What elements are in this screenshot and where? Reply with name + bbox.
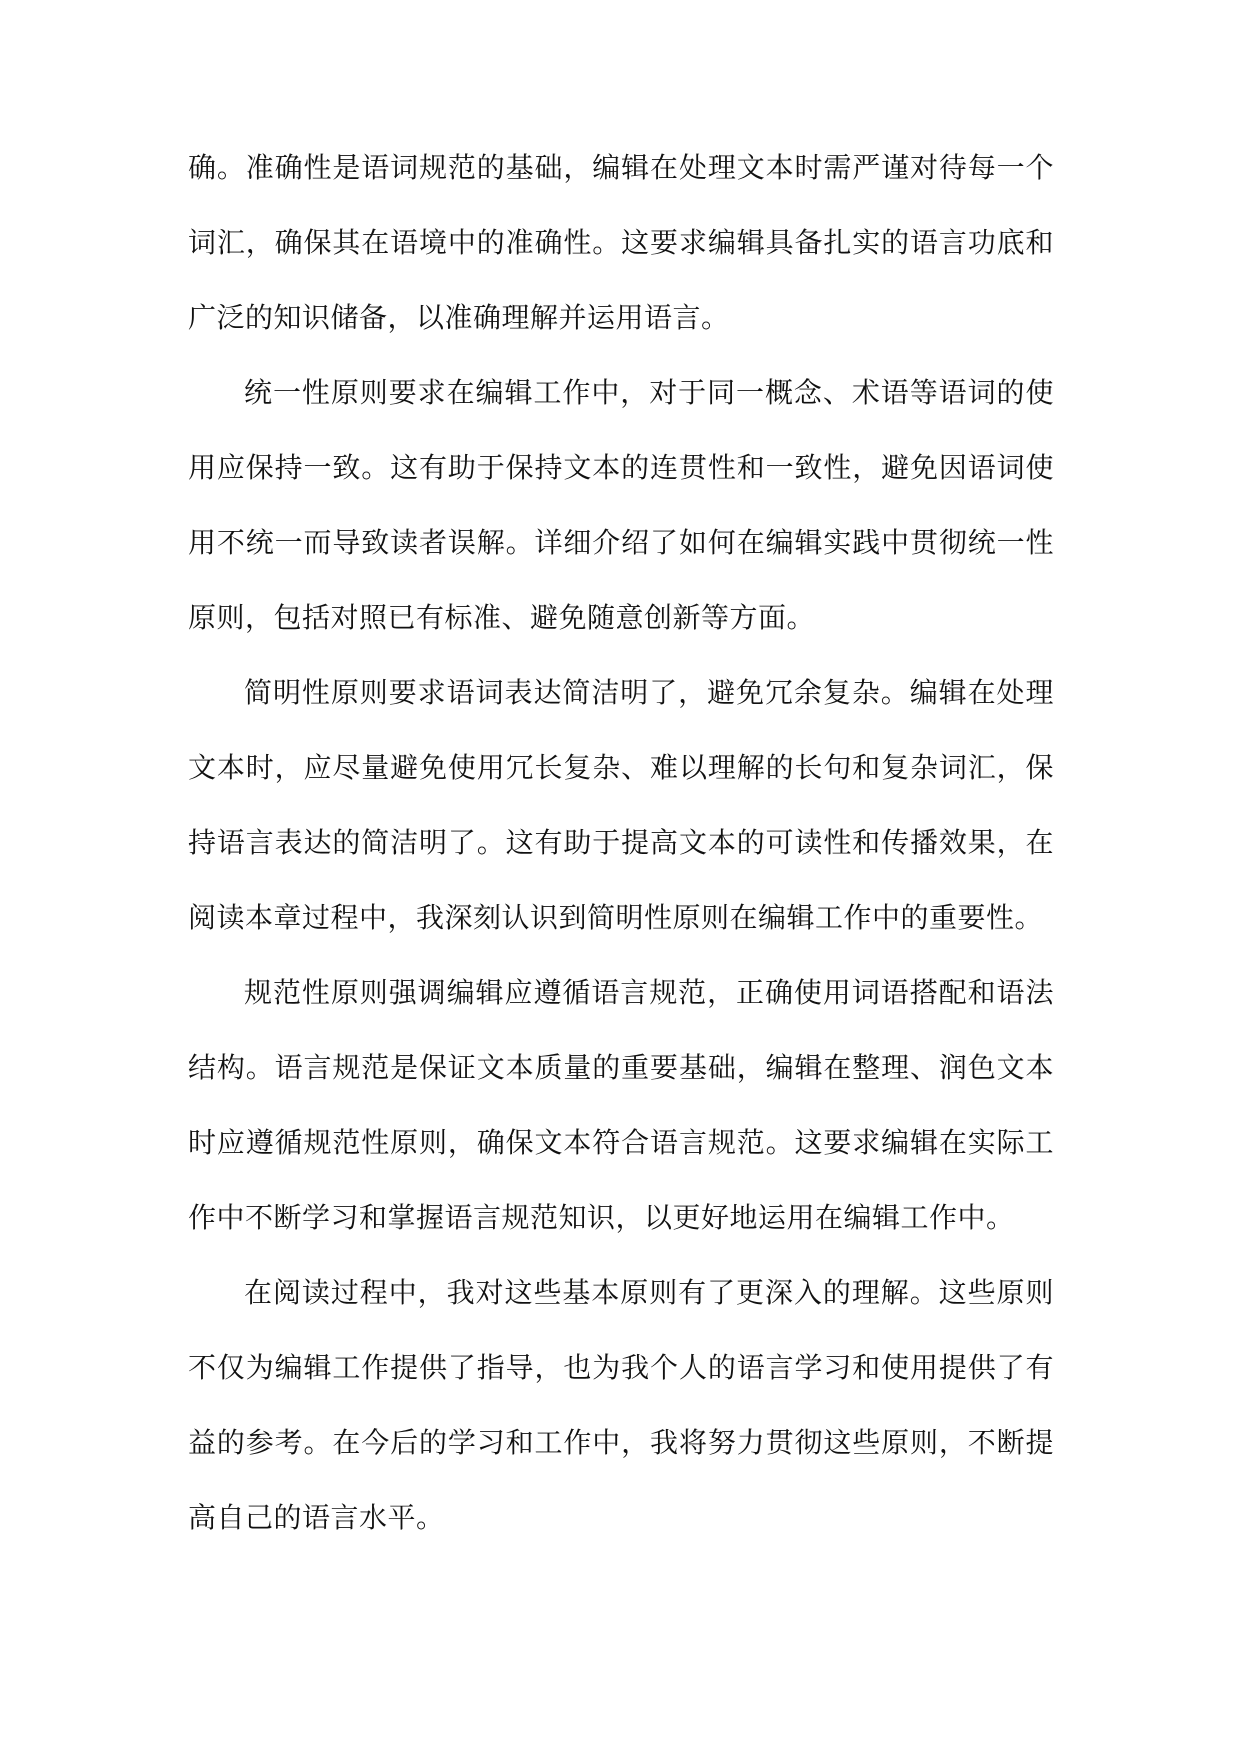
- paragraph-conciseness-principle: 简明性原则要求语词表达简洁明了，避免冗余复杂。编辑在处理文本时，应尽量避免使用冗长复杂、难以理解的长句和复杂词汇，保持语言表达的简洁明了。这有助于提高文本的可读性和传播效果，在阅读本章过程中，我深刻认识到简明性原则在编辑工作中的重要性。: [188, 676, 1054, 934]
- paragraph-accuracy-continuation: 确。准确性是语词规范的基础，编辑在处理文本时需严谨对待每一个词汇，确保其在语境中的准确性。这要求编辑具备扎实的语言功底和广泛的知识储备，以准确理解并运用语言。: [188, 151, 1054, 334]
- body-text: [188, 130, 1054, 1555]
- paragraph-normativity-principle: 规范性原则强调编辑应遵循语言规范，正确使用词语搭配和语法结构。语言规范是保证文本质量的重要基础，编辑在整理、润色文本时应遵循规范性原则，确保文本符合语言规范。这要求编辑在实际工作中不断学习和掌握语言规范知识，以更好地运用在编辑工作中。: [188, 976, 1054, 1234]
- paragraph-reflection: 在阅读过程中，我对这些基本原则有了更深入的理解。这些原则不仅为编辑工作提供了指导，也为我个人的语言学习和使用提供了有益的参考。在今后的学习和工作中，我将努力贯彻这些原则，不断提高自己的语言水平。: [188, 1276, 1054, 1534]
- paragraph-consistency-principle: 统一性原则要求在编辑工作中，对于同一概念、术语等语词的使用应保持一致。这有助于保持文本的连贯性和一致性，避免因语词使用不统一而导致读者误解。详细介绍了如何在编辑实践中贯彻统一性原则，包括对照已有标准、避免随意创新等方面。: [188, 376, 1054, 634]
